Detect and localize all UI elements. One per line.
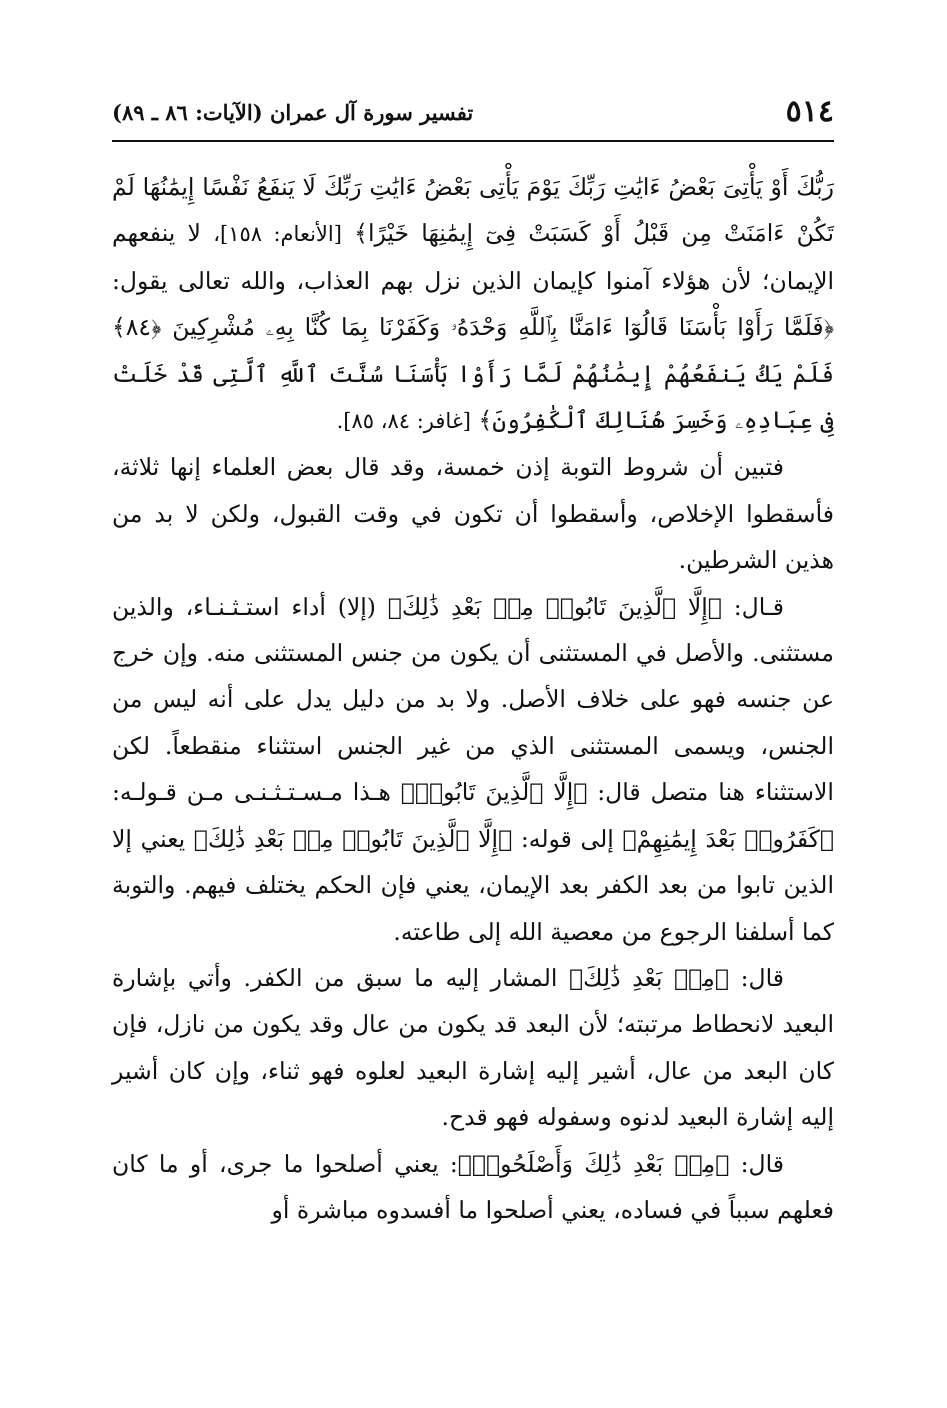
paragraph-text: (إلا) أداء استـثـنـاء، والذين مستثنى. والأصل في المستثنى أن يكون من جنس المستثنى منه. وإن خرج عن جنسه فهو على خلاف الأصل. ولا بد من دليل يدل على أنه ليس من الجنس، ويسمى المستثنى الذي من غير الجنس استثناء منقطعاً. لكن الاستثناء هنا متصل قال: [112, 592, 834, 807]
quran-verse: ﴿إِلَّا ٱلَّذِينَ تَابُوا۟ مِنۢ بَعْدِ ذَٰلِكَ﴾ [387, 592, 722, 621]
paragraph-text: المشار إليه ما سبق من الكفر. وأتي بإشارة البعيد لانحطاط مرتبته؛ لأن البعد قد يكون من عال وقد يكون من نازل، فإن كان البعد من عال، أشير إليه إشارة البعيد لعلوه فهو ثناء، وإن كان أشير إليه إشارة البعيد لدنوه وسفوله فهو قدح. [112, 963, 834, 1132]
running-title: تفسير سورة آل عمران (الآيات: ٨٦ ـ ٨٩) [112, 100, 474, 125]
paragraph-text: إلى قوله: [520, 824, 614, 853]
paragraph-1: رَبُّكَ أَوْ يَأْتِىَ بَعْضُ ءَايَٰتِ رَبِّكَ يَوْمَ يَأْتِى بَعْضُ ءَايَٰتِ رَبِّكَ لَا يَنفَعُ نَفْسًا إِيمَٰنُهَا لَمْ تَكُنْ ءَامَنَتْ مِن قَبْلُ أَوْ كَسَبَتْ فِىٓ إِيمَٰنِهَا خَيْرًا﴾ [الأنعام: ١٥٨]، لا ينفعهم الإيمان؛ لأن هؤلاء آمنوا كإيمان الذين نزل بهم العذاب، والله تعالى يقول: ﴿فَلَمَّا رَأَوْا بَأْسَنَا قَالُوٓا ءَامَنَّا بِٱللَّهِ وَحْدَهُۥ وَكَفَرْنَا بِمَا كُنَّا بِهِۦ مُشْرِكِينَ ﴿٨٤﴾ فَلَمْ يَكُ يَنفَعُهُمْ إِيمَٰنُهُمْ لَمَّا رَأَوْا بَأْسَنَا سُنَّتَ ٱللَّهِ ٱلَّتِى قَدْ خَلَتْ فِى عِبَادِهِۦ وَخَسِرَ هُنَالِكَ ٱلْكَٰفِرُونَ﴾ [غافر: ٨٤، ٨٥]. [112, 173, 834, 435]
page-header [112, 92, 834, 132]
quran-verse: رَبُّكَ أَوْ يَأْتِىَ بَعْضُ ءَايَٰتِ رَبِّكَ يَوْمَ يَأْتِى بَعْضُ ءَايَٰتِ رَبِّكَ لَا يَنفَعُ نَفْسًا إِيمَٰنُهَا لَمْ تَكُنْ ءَامَنَتْ مِن قَبْلُ أَوْ كَسَبَتْ فِىٓ إِيمَٰنِهَا خَيْرًا [112, 173, 834, 248]
paragraph-4 [112, 955, 834, 1141]
quran-verse: ﴿إِلَّا ٱلَّذِينَ تَابُوا۟ مِنۢ بَعْدِ ذَٰلِكَ﴾ [193, 824, 513, 853]
paragraph-text: لا ينفعهم الإيمان؛ لأن هؤلاء آمنوا كإيمان الذين نزل بهم العذاب، والله تعالى يقول: [112, 219, 834, 295]
verse-reference: [غافر: ٨٤، ٨٥]. [336, 409, 471, 434]
page-number: ٥١٤ [785, 94, 834, 129]
paragraph-3 [112, 584, 834, 955]
quran-verse: ﴿مِنۢ بَعْدِ ذَٰلِكَ وَأَصْلَحُوا۟﴾ [457, 1149, 730, 1178]
paragraph-text: هـذا مـسـتـثـنـى مـن قـولـه: [112, 778, 391, 807]
paragraph-text: : يعني أصلحوا ما جرى، أو ما كان فعلهم سبباً في فساده، يعني أصلحوا ما أفسدوه مباشرة أو [112, 1149, 834, 1224]
paragraph-lead: قـال: [733, 592, 784, 621]
page-body [112, 164, 834, 1233]
paragraph-lead: قال: [740, 1149, 784, 1178]
paragraph-2 [112, 444, 834, 583]
quran-verse: ﴿مِنۢ بَعْدِ ذَٰلِكَ﴾ [569, 963, 729, 992]
quran-verse: ﴿كَفَرُوا۟ بَعْدَ إِيمَٰنِهِمْ﴾ [622, 824, 834, 853]
quran-verse: ﴿إِلَّا ٱلَّذِينَ تَابُوا۟﴾ [400, 778, 588, 807]
paragraph-lead: قال: [740, 963, 784, 992]
paragraph-text: يعني إلا الذين تابوا من بعد الكفر بعد الإيمان، يعني فإن الحكم يختلف فيهم. والتوبة كما أسلفنا الرجوع من معصية الله إلى طاعته. [112, 824, 834, 946]
quran-verse: ﴿فَلَمَّا رَأَوْا بَأْسَنَا قَالُوٓا ءَامَنَّا بِٱللَّهِ وَحْدَهُۥ وَكَفَرْنَا بِمَا كُنَّا بِهِۦ مُشْرِكِينَ ﴿٨٤﴾ فَلَمْ يَكُ يَنفَعُهُمْ إِيمَٰنُهُمْ لَمَّا رَأَوْا بَأْسَنَا سُنَّتَ ٱللَّهِ ٱلَّتِى قَدْ خَلَتْ فِى عِبَادِهِۦ وَخَسِرَ هُنَالِكَ ٱلْكَٰفِرُونَ﴾ [112, 313, 834, 435]
paragraph-5 [112, 1141, 834, 1234]
paragraph-text: فتبين أن شروط التوبة إذن خمسة، وقد قال بعض العلماء إنها ثلاثة، فأسقطوا الإخلاص، وأسقطوا أن تكون في وقت القبول، ولكن لا بد من هذين الشرطين. [112, 453, 834, 575]
verse-reference: [الأنعام: ١٥٨]، [213, 222, 342, 247]
header-divider [112, 140, 834, 142]
